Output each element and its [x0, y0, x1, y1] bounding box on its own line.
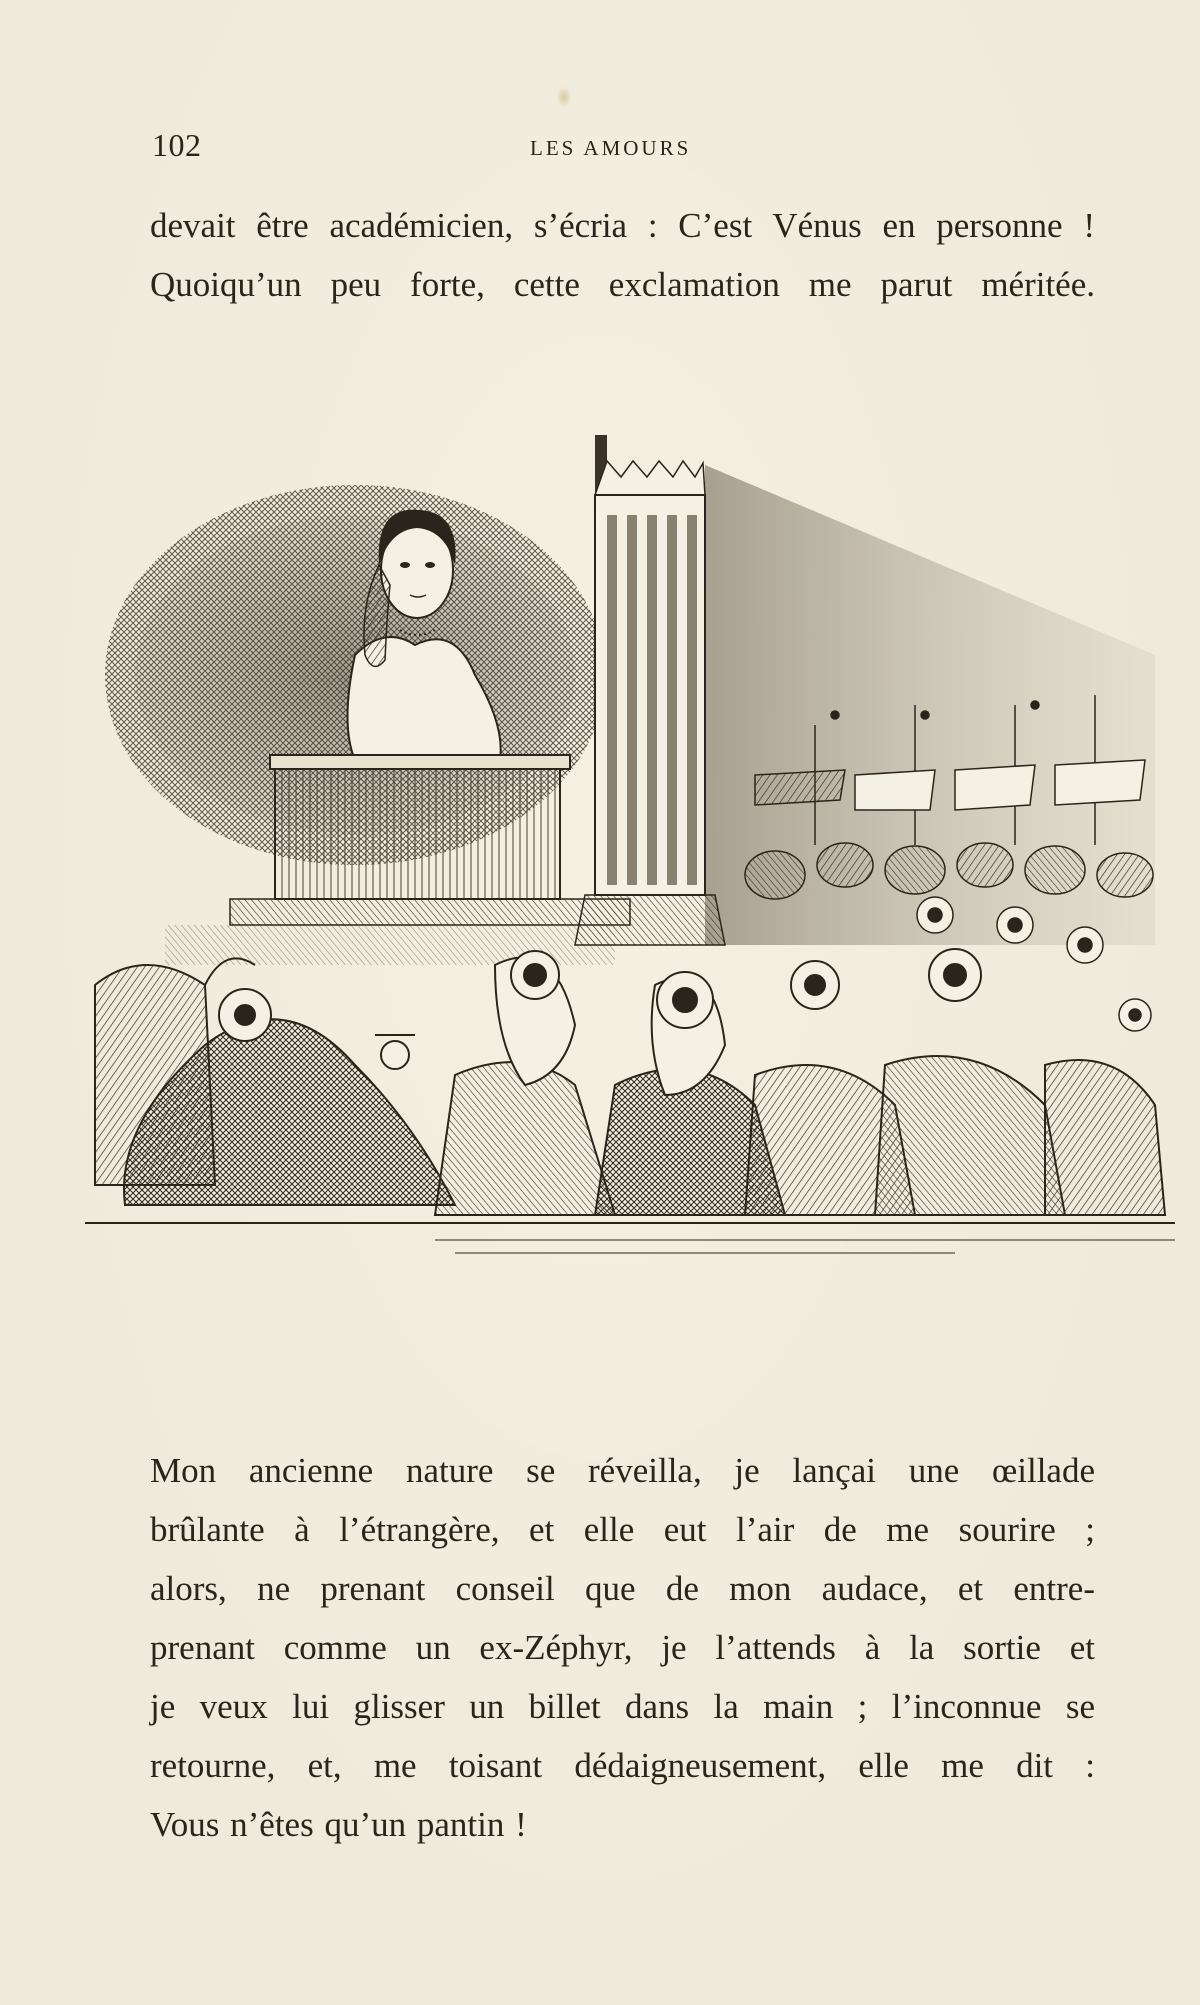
bottom-paragraph — [150, 1441, 1095, 1854]
text-line: Mon ancienne nature se réveilla, je lançai une œillade — [150, 1451, 1095, 1490]
text-line: prenant comme un ex-Zéphyr, je l’attends à la sortie et — [150, 1628, 1095, 1667]
foreground-spectators — [95, 949, 1165, 1215]
top-paragraph — [150, 196, 1095, 314]
pedestal — [230, 755, 630, 925]
engraving-illustration — [55, 425, 1185, 1320]
text-line: Vous n’êtes qu’un pantin ! — [150, 1805, 527, 1844]
text-line: devait être académicien, s’écria : C’est Vénus en personne ! — [150, 206, 1095, 245]
paper-stain — [556, 86, 572, 108]
text-line: brûlante à l’étrangère, et elle eut l’air de me sourire ; — [150, 1510, 1095, 1549]
text-line: retourne, et, me toisant dédaigneusement, elle me dit : — [150, 1746, 1095, 1785]
running-title: LES AMOURS — [530, 136, 692, 160]
text-line: je veux lui glisser un billet dans la main ; l’inconnue se — [150, 1687, 1095, 1726]
page-number: 102 — [152, 127, 202, 163]
text-line: Quoiqu’un peu forte, cette exclamation me parut méritée. — [150, 265, 1095, 304]
ground-lines — [85, 1223, 1175, 1253]
text-line: alors, ne prenant conseil que de mon audace, et entre- — [150, 1569, 1095, 1608]
fluted-column — [575, 435, 725, 945]
